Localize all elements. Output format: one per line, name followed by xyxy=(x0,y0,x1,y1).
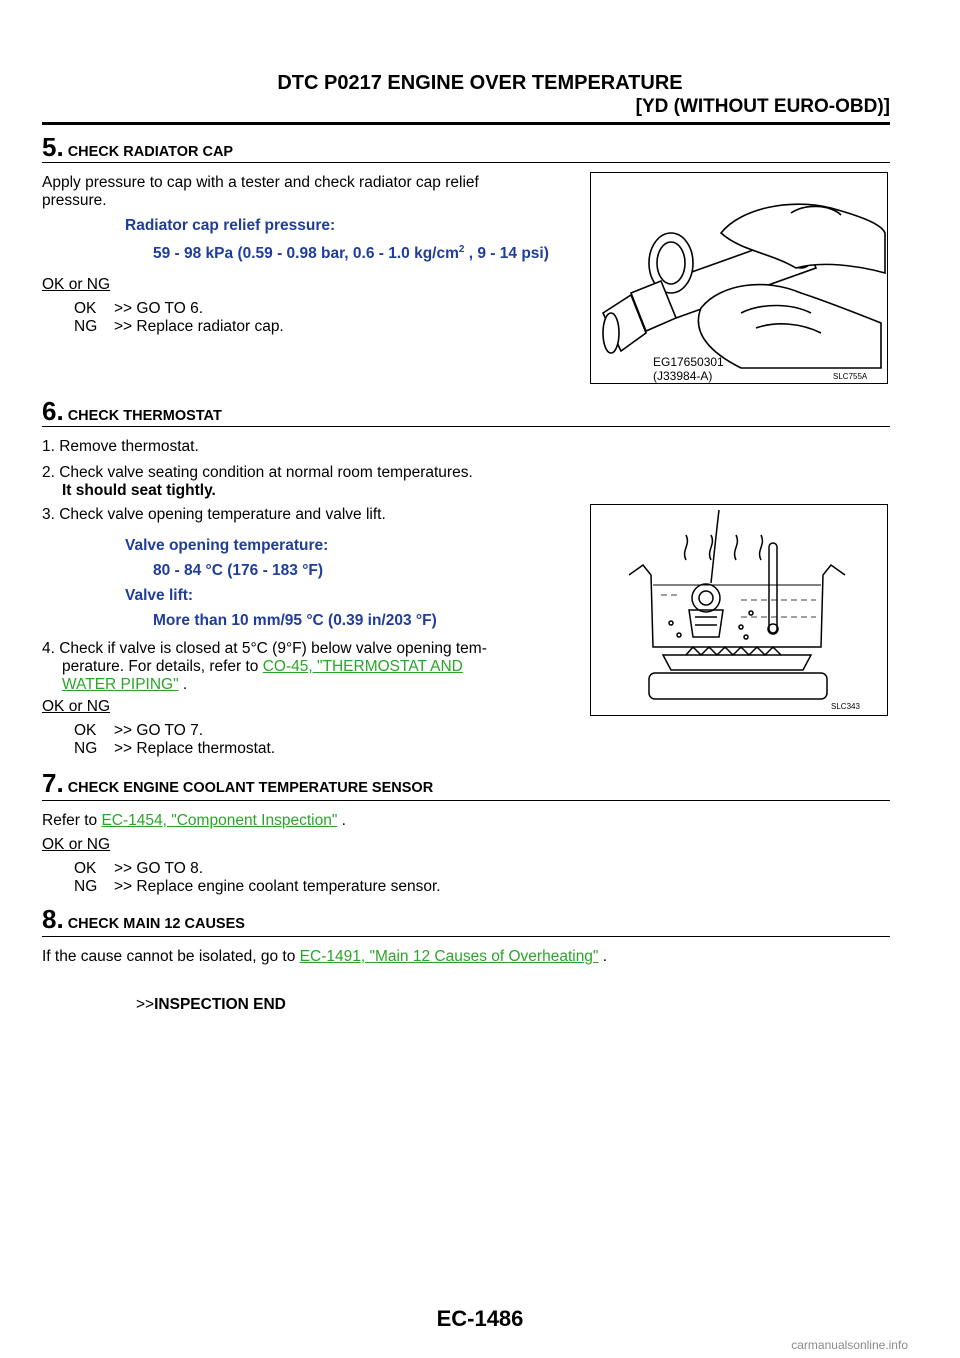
fig-label-2: (J33984-A) xyxy=(653,369,713,383)
step-5-spec-label: Radiator cap relief pressure: xyxy=(125,217,336,234)
step-7-refer xyxy=(42,812,346,830)
ok-label: OK xyxy=(74,860,97,877)
step-6-spec2-value: More than 10 mm/95 °C (0.39 in/203 °F) xyxy=(153,612,437,629)
step-6-spec1-value: 80 - 84 °C (176 - 183 °F) xyxy=(153,562,324,579)
page-title: DTC P0217 ENGINE OVER TEMPERATURE xyxy=(277,72,683,94)
spec-value-part-a: 59 - 98 kPa (0.59 - 0.98 bar, 0.6 - 1.0 kg/cm xyxy=(153,245,459,263)
header-rule xyxy=(42,122,890,125)
fig-code-5: SLC755A xyxy=(833,372,868,381)
step-6-item-4c xyxy=(62,676,187,694)
fig-code-6: SLC343 xyxy=(831,702,860,711)
step-8-text xyxy=(42,948,607,966)
step-5-rule xyxy=(42,162,890,163)
step-7-rule xyxy=(42,800,890,801)
page-subtitle: [YD (WITHOUT EURO-OBD)] xyxy=(635,96,890,117)
step-5-ng-result xyxy=(74,318,284,336)
step-6-spec2-label: Valve lift: xyxy=(125,587,194,604)
step-5-text-line2: pressure. xyxy=(42,192,107,209)
step-6-spec1-label: Valve opening temperature: xyxy=(125,537,329,554)
step-7-ng-result xyxy=(74,878,441,896)
step-6-item-2b: It should seat tightly. xyxy=(62,482,216,499)
ok-text: >> GO TO 8. xyxy=(114,860,204,877)
spec-value-sup: 2 xyxy=(458,244,465,255)
step-6-heading xyxy=(42,396,890,427)
link-co-45[interactable]: CO-45, "THERMOSTAT AND xyxy=(262,658,463,675)
ok-label: OK xyxy=(74,300,97,317)
item-4c-dot: . xyxy=(182,676,188,693)
thermostat-test-illustration xyxy=(591,505,887,715)
radiator-cap-tester-figure xyxy=(590,172,888,384)
ng-label: NG xyxy=(74,740,98,757)
ng-text: >> Replace thermostat. xyxy=(114,740,276,757)
step-7-ok-result xyxy=(74,860,203,878)
end-arrow: >> xyxy=(136,996,155,1013)
radiator-cap-tester-illustration xyxy=(591,173,887,383)
refer-text: Refer to xyxy=(42,812,98,829)
step-5-text xyxy=(42,174,479,210)
ok-label: OK xyxy=(74,722,97,739)
step-5-spec-value xyxy=(153,244,549,263)
step-6-ok-result xyxy=(74,722,203,740)
step-6-item-2: 2. Check valve seating condition at normal room temperatures. xyxy=(42,464,473,481)
spec-value-part-b: , 9 - 14 psi) xyxy=(464,245,549,263)
link-ec-1454[interactable]: EC-1454, "Component Inspection" xyxy=(101,812,338,829)
step-8-body: If the cause cannot be isolated, go to xyxy=(42,948,296,965)
fig-label-1: EG17650301 xyxy=(653,355,724,369)
step-7-number: 7. xyxy=(42,768,64,798)
ng-label: NG xyxy=(74,878,98,895)
watermark: carmanualsonline.info xyxy=(791,1338,908,1352)
step-6-ng-result xyxy=(74,740,275,758)
ng-label: NG xyxy=(74,318,98,335)
thermostat-test-figure xyxy=(590,504,888,716)
step-5-number: 5. xyxy=(42,132,64,162)
step-8-number: 8. xyxy=(42,904,64,934)
step-7-heading xyxy=(42,768,890,799)
step-5-ok-result xyxy=(74,300,203,318)
step-6-item-4a: 4. Check if valve is closed at 5°C (9°F) below valve opening tem- xyxy=(42,640,487,657)
step-6-item-3: 3. Check valve opening temperature and valve lift. xyxy=(42,506,386,523)
refer-dot: . xyxy=(341,812,346,829)
step-7-okng-label: OK or NG xyxy=(42,836,111,853)
step-8-title: CHECK MAIN 12 CAUSES xyxy=(67,916,245,932)
step-5-title: CHECK RADIATOR CAP xyxy=(67,144,234,160)
step-5-text-line1: Apply pressure to cap with a tester and check radiator cap relief xyxy=(42,174,479,191)
inspection-end xyxy=(136,996,286,1014)
end-text: INSPECTION END xyxy=(154,996,286,1013)
ok-text: >> GO TO 6. xyxy=(114,300,204,317)
step-6-item-4b xyxy=(62,658,463,676)
step-6-number: 6. xyxy=(42,396,64,426)
step-5-heading xyxy=(42,132,890,163)
item-4b-text: perature. For details, refer to xyxy=(62,658,259,675)
step-6-item-1: 1. Remove thermostat. xyxy=(42,438,199,455)
ng-text: >> Replace radiator cap. xyxy=(114,318,284,335)
step-5-okng-label: OK or NG xyxy=(42,276,111,293)
step-6-title: CHECK THERMOSTAT xyxy=(67,408,222,424)
link-co-45-cont[interactable]: WATER PIPING" xyxy=(62,676,179,693)
step-8-heading xyxy=(42,904,890,935)
ng-text: >> Replace engine coolant temperature sensor. xyxy=(114,878,441,895)
step-6-rule xyxy=(42,426,890,427)
step-7-title: CHECK ENGINE COOLANT TEMPERATURE SENSOR xyxy=(67,780,434,796)
link-ec-1491[interactable]: EC-1491, "Main 12 Causes of Overheating" xyxy=(299,948,599,965)
step-6-okng-label: OK or NG xyxy=(42,698,111,715)
page-number: EC-1486 xyxy=(436,1306,524,1331)
step-8-rule xyxy=(42,936,890,937)
step-8-dot: . xyxy=(602,948,608,965)
ok-text: >> GO TO 7. xyxy=(114,722,204,739)
